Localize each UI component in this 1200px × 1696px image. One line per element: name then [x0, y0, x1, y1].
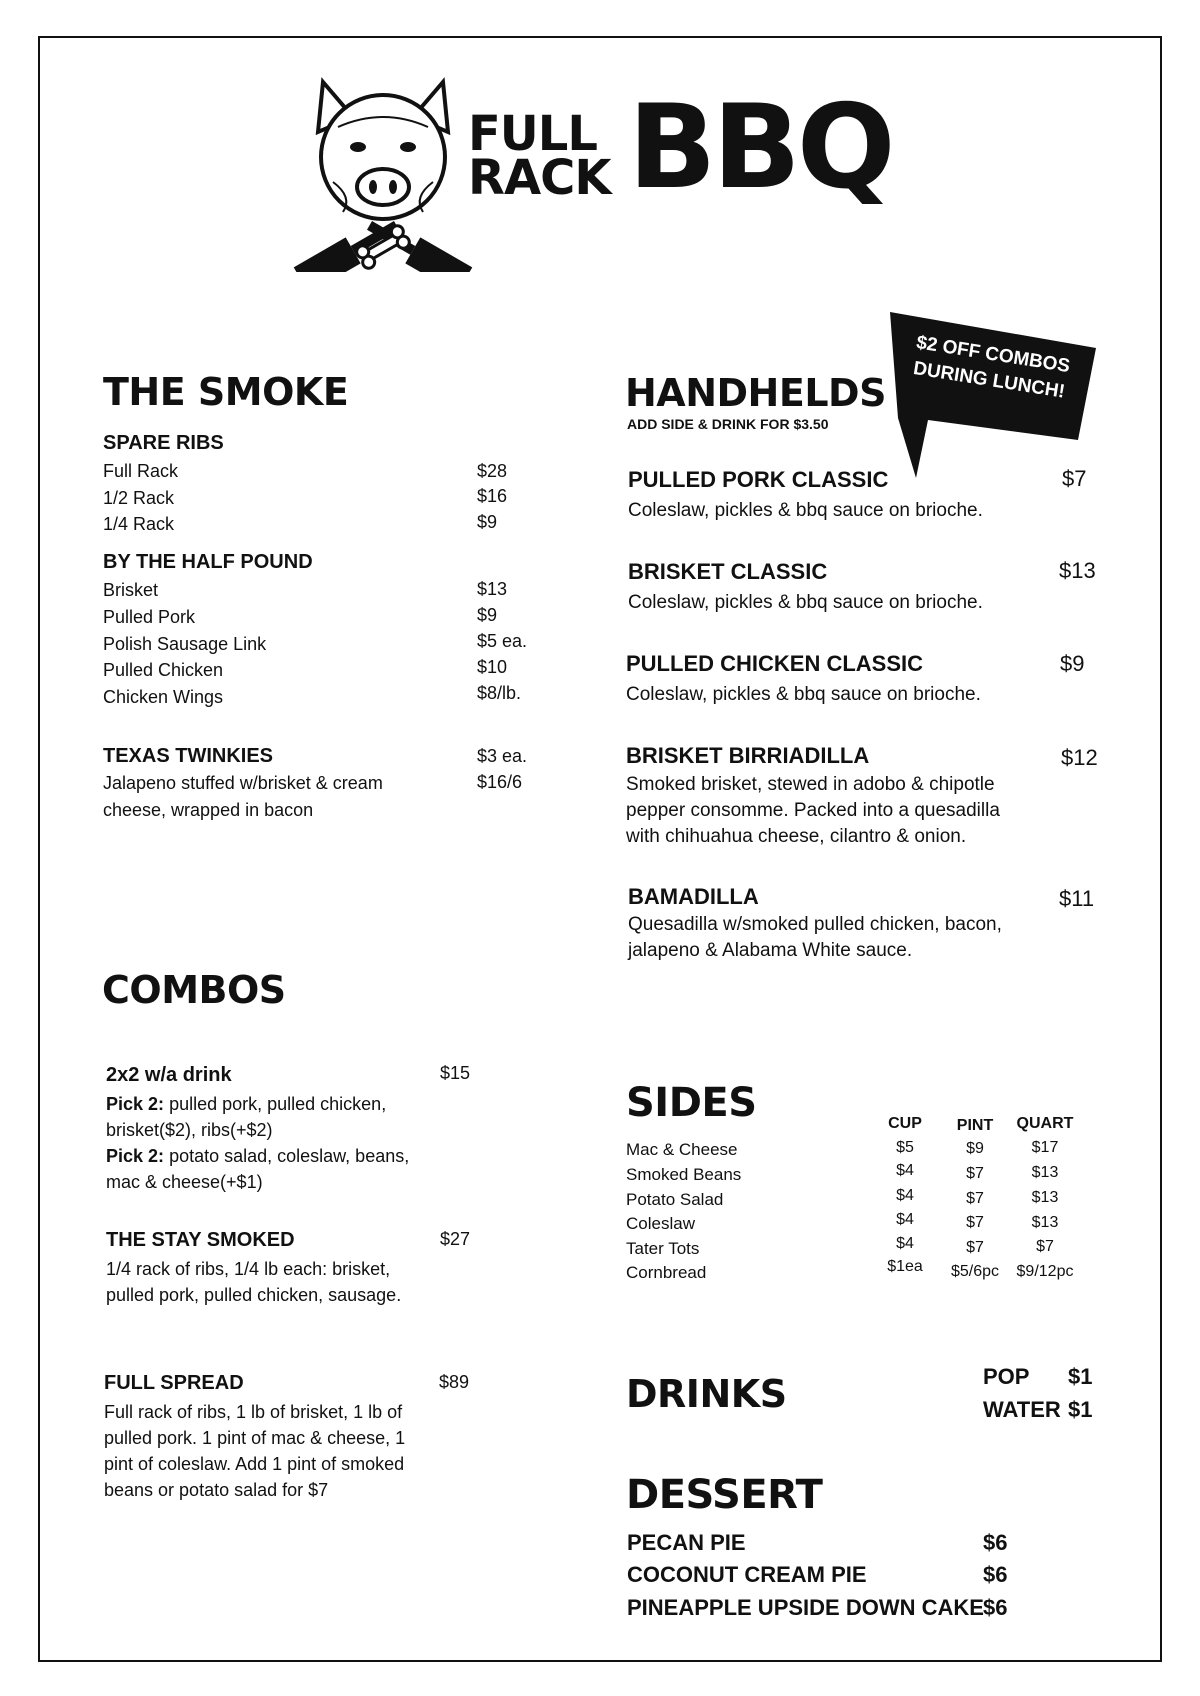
section-title-dessert: DESSERT — [626, 1472, 823, 1518]
side-price-quart: $13 — [1031, 1214, 1059, 1231]
menu-item-price: $13 — [477, 579, 508, 599]
combo-name: THE STAY SMOKED — [106, 1229, 295, 1251]
menu-item-price: $28 — [477, 461, 508, 481]
pig-cleaver-icon — [293, 72, 473, 272]
menu-item-desc: Coleslaw, pickles & bbq sauce on brioche. — [628, 592, 983, 613]
menu-item-price: $8/lb. — [477, 683, 522, 703]
drink-price: $1 — [1068, 1397, 1093, 1422]
menu-item-price: $11 — [1059, 886, 1095, 911]
side-price-pint: $5/6pc — [950, 1263, 1000, 1280]
menu-item-desc: Smoked brisket, stewed in adobo & chipotle pepper consomme. Packed into a quesadilla with chihuahua cheese, cilantro & onion. — [626, 774, 1000, 847]
combo-price: $27 — [440, 1229, 471, 1249]
menu-item-price: $16 — [477, 486, 508, 506]
menu-item-price: $9 — [1060, 651, 1085, 676]
dessert-name: PECAN PIE — [627, 1530, 746, 1555]
dessert-price: $6 — [983, 1595, 1008, 1620]
side-price-quart: $17 — [1031, 1139, 1059, 1156]
menu-item-price: $10 — [477, 657, 508, 677]
drink-price: $1 — [1068, 1364, 1093, 1389]
menu-item-name: Pulled Chicken — [103, 660, 224, 680]
sides-column-header: CUP — [888, 1115, 922, 1132]
logo-wordmark-bbq: BBQ — [628, 80, 892, 215]
combo-price: $15 — [440, 1063, 471, 1083]
side-price-cup: $4 — [896, 1235, 914, 1252]
menu-item-name: PULLED PORK CLASSIC — [628, 467, 889, 492]
menu-item-desc: Coleslaw, pickles & bbq sauce on brioche. — [628, 500, 983, 521]
side-price-pint: $9 — [966, 1140, 984, 1157]
spare-ribs-heading: SPARE RIBS — [103, 432, 224, 454]
menu-item-name: Chicken Wings — [103, 687, 224, 707]
menu-item-name: Brisket — [103, 580, 159, 600]
side-name: Cornbread — [626, 1263, 707, 1282]
dessert-price: $6 — [983, 1530, 1008, 1555]
menu-item-desc: Quesadilla w/smoked pulled chicken, bacon, jalapeno & Alabama White sauce. — [628, 914, 1002, 961]
side-price-cup: $4 — [896, 1162, 914, 1179]
section-title-handhelds: HANDHELDS — [625, 371, 886, 415]
menu-item-desc: Jalapeno stuffed w/brisket & cream — [103, 773, 383, 793]
side-price-quart: $7 — [1036, 1238, 1054, 1255]
combo-name: 2x2 w/a drink — [106, 1064, 232, 1086]
menu-item-name: 1/2 Rack — [103, 488, 175, 508]
texas-twinkies-heading: TEXAS TWINKIES — [103, 745, 274, 767]
combo-desc: Full rack of ribs, 1 lb of brisket, 1 lb of pulled pork. 1 pint of mac & cheese, 1 pint of coleslaw. Add 1 pint of smoked beans or potato salad for $7 — [104, 1402, 406, 1500]
menu-item-name: PULLED CHICKEN CLASSIC — [626, 651, 924, 676]
combo-name: FULL SPREAD — [104, 1372, 244, 1394]
side-price-quart: $13 — [1031, 1164, 1059, 1181]
sides-column-header: PINT — [956, 1117, 994, 1134]
dessert-name: PINEAPPLE UPSIDE DOWN CAKE — [627, 1595, 984, 1620]
combo-desc: Pick 2: pulled pork, pulled chicken, brisket($2), ribs(+$2) Pick 2: potato salad, coleslaw, beans, mac & cheese(+$1) — [106, 1094, 410, 1192]
side-price-cup: $1ea — [887, 1258, 923, 1275]
dessert-name: COCONUT CREAM PIE — [627, 1562, 867, 1587]
menu-item-price: $9 — [477, 605, 498, 625]
side-price-pint: $7 — [966, 1239, 984, 1256]
sides-column-header: QUART — [1016, 1115, 1074, 1132]
menu-item-price: $9 — [477, 512, 498, 532]
menu-item-desc: cheese, wrapped in bacon — [103, 800, 314, 820]
menu-item-name: BRISKET BIRRIADILLA — [626, 743, 870, 768]
promo-text: $2 OFF COMBOS DURING LUNCH! — [911, 332, 1072, 403]
side-price-quart: $9/12pc — [1016, 1263, 1074, 1280]
menu-item-name: BAMADILLA — [628, 884, 759, 909]
menu-item-name: Polish Sausage Link — [103, 634, 267, 654]
handhelds-subtitle: ADD SIDE & DRINK FOR $3.50 — [627, 416, 829, 432]
side-name: Potato Salad — [626, 1190, 724, 1209]
menu-item-price: $16/6 — [477, 772, 523, 792]
side-price-cup: $4 — [896, 1187, 914, 1204]
side-price-pint: $7 — [966, 1214, 984, 1231]
menu-item-price: $7 — [1062, 466, 1087, 491]
menu-item-price: $13 — [1059, 558, 1096, 583]
logo — [293, 72, 893, 272]
menu-item-desc: Coleslaw, pickles & bbq sauce on brioche. — [626, 684, 981, 705]
combo-desc: 1/4 rack of ribs, 1/4 lb each: brisket, pulled pork, pulled chicken, sausage. — [106, 1259, 402, 1305]
side-price-cup: $4 — [896, 1211, 914, 1228]
side-price-pint: $7 — [966, 1190, 984, 1207]
side-name: Mac & Cheese — [626, 1140, 738, 1159]
menu-item-name: BRISKET CLASSIC — [628, 559, 828, 584]
menu-item-name: Full Rack — [103, 461, 179, 481]
drink-name: WATER — [983, 1397, 1061, 1422]
section-title-smoke: THE SMOKE — [103, 370, 349, 414]
menu-item-name: 1/4 Rack — [103, 514, 175, 534]
side-name: Tater Tots — [626, 1239, 700, 1258]
side-name: Coleslaw — [626, 1214, 695, 1233]
combo-price: $89 — [439, 1372, 470, 1392]
side-price-pint: $7 — [966, 1165, 984, 1182]
section-title-drinks: DRINKS — [626, 1372, 787, 1416]
menu-item-price: $5 ea. — [477, 631, 528, 651]
logo-wordmark-small: FULL RACK — [468, 106, 611, 206]
dessert-price: $6 — [983, 1562, 1008, 1587]
side-name: Smoked Beans — [626, 1165, 742, 1184]
side-price-quart: $13 — [1031, 1189, 1059, 1206]
drink-name: POP — [983, 1364, 1030, 1389]
menu-item-name: Pulled Pork — [103, 607, 196, 627]
menu-item-price: $12 — [1061, 745, 1098, 770]
menu-item-price: $3 ea. — [477, 746, 528, 766]
side-price-cup: $5 — [896, 1139, 914, 1156]
half-pound-heading: BY THE HALF POUND — [103, 551, 313, 573]
section-title-sides: SIDES — [626, 1080, 757, 1126]
section-title-combos: COMBOS — [102, 968, 286, 1012]
